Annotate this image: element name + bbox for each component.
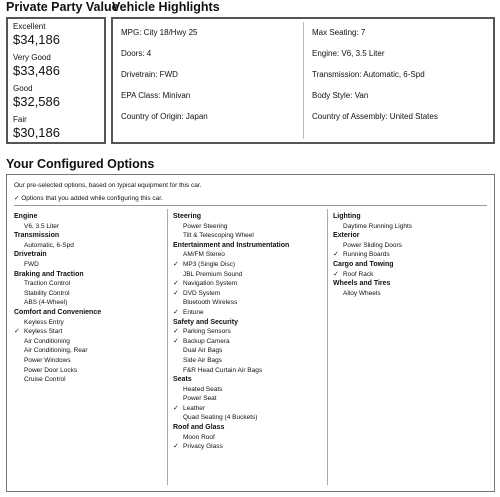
option-item-label: Heated Seats (183, 385, 223, 393)
option-category: Engine (14, 213, 38, 220)
column-divider (303, 22, 304, 139)
option-item-label: Power Steering (183, 222, 228, 230)
option-item (14, 279, 101, 289)
option-item (14, 366, 101, 376)
checkmark-icon: ✓ (173, 328, 179, 336)
option-item (14, 375, 101, 385)
option-category: Transmission (14, 232, 60, 240)
condition-label: Fair (13, 115, 27, 124)
highlight-transmission: Transmission: Automatic, 6-Spd (312, 70, 425, 79)
option-item (173, 356, 289, 366)
option-item (173, 270, 289, 280)
option-item-label: FWD (24, 260, 39, 268)
option-item-label: Traction Control (24, 280, 70, 288)
options-column-divider (327, 209, 328, 485)
value-excellent (13, 22, 99, 53)
option-category: Comfort and Convenience (14, 308, 102, 316)
highlight-mpg: MPG: City 18/Hwy 25 (121, 28, 198, 37)
option-item (173, 346, 289, 356)
option-item (173, 231, 289, 241)
option-category: Drivetrain (14, 251, 47, 259)
option-category: Exterior (333, 232, 360, 240)
options-separator (14, 205, 487, 206)
option-category: Entertainment and Instrumentation (173, 241, 290, 249)
checkmark-icon: ✓ (333, 270, 339, 278)
checkmark-icon: ✓ (173, 308, 179, 316)
option-item (14, 337, 101, 347)
highlight-engine: Engine: V6, 3.5 Liter (312, 49, 385, 58)
option-item (333, 289, 412, 299)
condition-label: Good (13, 84, 33, 93)
highlight-body-style: Body Style: Van (312, 91, 369, 100)
checkmark-icon: ✓ (14, 328, 20, 336)
option-category: Roof and Glass (173, 424, 225, 432)
option-item (333, 250, 412, 260)
vehicle-highlights-heading: Vehicle Highlights (112, 0, 220, 14)
option-item (333, 270, 412, 280)
option-item-label: JBL Premium Sound (183, 270, 243, 278)
option-item-label: DVD System (183, 289, 221, 297)
option-item (173, 442, 289, 452)
option-item-label: Roof Rack (343, 270, 374, 278)
condition-label: Excellent (13, 22, 46, 31)
option-item-label: Power Door Locks (24, 366, 78, 374)
option-item (173, 327, 289, 337)
option-item-label: Keyless Start (24, 328, 63, 336)
option-item (173, 413, 289, 423)
option-category: Wheels and Tires (333, 280, 391, 288)
option-category: Lighting (333, 213, 361, 220)
option-category: Steering (173, 213, 202, 220)
checkmark-icon: ✓ (173, 280, 179, 288)
checkmark-icon: ✓ (173, 337, 179, 345)
option-item (173, 366, 289, 376)
options-intro-added: ✓ Options that you added while configuring this car. (14, 195, 163, 202)
option-item (173, 433, 289, 443)
option-item-label: Cruise Control (24, 376, 66, 384)
option-item-label: Power Windows (24, 356, 71, 364)
highlight-country-origin: Country of Origin: Japan (121, 112, 208, 121)
condition-price: $32,586 (13, 94, 60, 109)
option-category: Braking and Traction (14, 270, 84, 278)
options-column-3 (333, 212, 412, 298)
checkmark-icon: ✓ (173, 289, 179, 297)
option-item-label: Leather (183, 404, 206, 412)
highlights-right-column (312, 19, 438, 127)
checkmark-icon: ✓ (173, 443, 179, 451)
option-item-label: Navigation System (183, 280, 238, 288)
condition-label: Very Good (13, 53, 51, 62)
highlight-country-assembly: Country of Assembly: United States (312, 112, 438, 121)
option-item (173, 337, 289, 347)
condition-price: $30,186 (13, 125, 60, 140)
highlight-doors: Doors: 4 (121, 49, 152, 58)
option-item-label: Backup Camera (183, 337, 230, 345)
option-item-label: Side Air Bags (183, 356, 223, 364)
checkmark-icon: ✓ (173, 404, 179, 412)
option-item (14, 298, 101, 308)
checkmark-icon: ✓ (173, 260, 179, 268)
value-fair (13, 115, 99, 146)
value-good (13, 84, 99, 115)
option-category: Cargo and Towing (333, 260, 394, 268)
value-very-good (13, 53, 99, 84)
option-item (173, 404, 289, 414)
option-item-label: ABS (4-Wheel) (24, 299, 68, 307)
option-item (173, 385, 289, 395)
option-item-label: V6, 3.5 Liter (24, 222, 60, 230)
option-item-label: Dual Air Bags (183, 347, 223, 355)
options-column-divider (167, 209, 168, 485)
option-item (14, 222, 101, 232)
option-item (14, 260, 101, 270)
option-item (173, 298, 289, 308)
option-item (14, 289, 101, 299)
private-party-value-heading: Private Party Value (6, 0, 119, 14)
option-item-label: Moon Roof (183, 433, 215, 441)
option-item (173, 394, 289, 404)
option-item-label: Entune (183, 308, 204, 316)
checkmark-icon: ✓ (333, 251, 339, 259)
option-item-label: Privacy Glass (183, 443, 223, 451)
option-item (333, 222, 412, 232)
option-item (173, 222, 289, 232)
option-item-label: Power Seat (183, 395, 217, 403)
configured-options-panel (6, 174, 495, 492)
option-item-label: Air Conditioning, Rear (24, 347, 88, 355)
option-item-label: Bluetooth Wireless (183, 299, 238, 307)
option-item (173, 250, 289, 260)
option-item-label: Stability Control (24, 289, 70, 297)
condition-price: $34,186 (13, 32, 60, 47)
option-item-label: Tilt & Telescoping Wheel (183, 232, 254, 240)
option-item-label: Automatic, 6-Spd (24, 241, 74, 249)
option-item-label: Alloy Wheels (343, 289, 381, 297)
option-item-label: MP3 (Single Disc) (183, 260, 236, 268)
configured-options-heading: Your Configured Options (6, 157, 155, 171)
private-party-value-panel (6, 17, 106, 144)
option-item (14, 356, 101, 366)
option-item (14, 327, 101, 337)
option-item-label: Parking Sensors (183, 328, 231, 336)
option-item (173, 260, 289, 270)
options-intro-preselected: Our pre-selected options, based on typical equipment for this car. (14, 182, 202, 189)
option-item (173, 289, 289, 299)
option-item-label: F&R Head Curtain Air Bags (183, 366, 263, 374)
option-item-label: Power Sliding Doors (343, 241, 402, 249)
option-category: Safety and Security (173, 318, 238, 326)
option-item (173, 308, 289, 318)
option-category: Seats (173, 376, 192, 384)
highlight-epa-class: EPA Class: Minivan (121, 91, 191, 100)
option-item-label: Keyless Entry (24, 318, 64, 326)
option-item-label: Air Conditioning (24, 337, 70, 345)
vehicle-highlights-panel (111, 17, 495, 144)
highlight-drivetrain: Drivetrain: FWD (121, 70, 178, 79)
option-item (173, 279, 289, 289)
option-item (333, 241, 412, 251)
condition-price: $33,486 (13, 63, 60, 78)
option-item-label: Running Boards (343, 251, 390, 259)
options-column-2 (173, 212, 289, 452)
highlights-left-column (121, 19, 208, 127)
options-column-1 (14, 212, 101, 385)
option-item-label: AM/FM Stereo (183, 251, 225, 259)
option-item (14, 346, 101, 356)
option-item (14, 241, 101, 251)
option-item (14, 318, 101, 328)
option-item-label: Daytime Running Lights (343, 222, 413, 230)
highlight-max-seating: Max Seating: 7 (312, 28, 366, 37)
option-item-label: Quad Seating (4 Buckets) (183, 414, 258, 422)
